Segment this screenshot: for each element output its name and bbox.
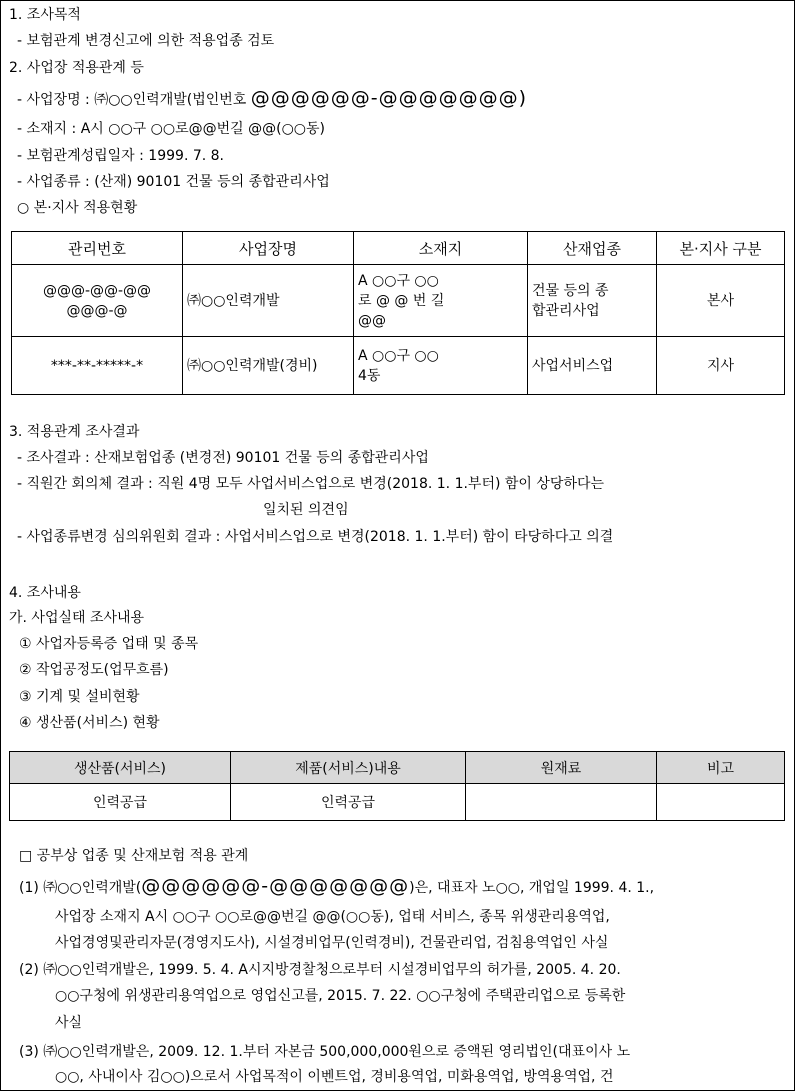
committee-result-line: - 사업종류변경 심의위원회 결과 : 사업서비스업으로 변경(2018. 1. 1.부터) 함이 타당하다고 의결: [17, 529, 614, 545]
staff-meeting-line-cont: 일치된 의견임: [263, 502, 349, 518]
product-cell: 인력공급: [10, 784, 231, 821]
survey-item: ② 작업공정도(업무흐름): [19, 662, 169, 678]
paragraph2-line3: 사실: [55, 1015, 83, 1031]
branch-status-heading: ○ 본·지사 적용현황: [17, 200, 138, 216]
section5-title: □ 공부상 업종 및 산재보험 적용 관계: [19, 848, 249, 864]
management-number-cell: ***-**-*****-*: [12, 337, 183, 395]
header-cell: 비고: [657, 752, 785, 784]
survey-item: ③ 기계 및 설비현황: [19, 689, 140, 705]
paragraph1-suffix: )은, 대표자 노○○, 개업일 1999. 4. 1.,: [409, 880, 655, 896]
section3-title: 3. 적용관계 조사결과: [9, 424, 140, 440]
header-cell: 원재료: [466, 752, 657, 784]
branch-table: [11, 231, 785, 395]
address-cell: A ○○구 ○○ 4동: [354, 337, 528, 395]
paragraph1-line2: 사업장 소재지 A시 ○○구 ○○로@@번길 @@(○○동), 업태 서비스, 종목 위생관리용역업,: [55, 909, 610, 925]
business-type-line: - 사업종류 : (산재) 90101 건물 등의 종합관리사업: [17, 174, 330, 190]
header-cell: 산재업종: [528, 232, 657, 265]
insurance-date-line: - 보험관계성립일자 : 1999. 7. 8.: [17, 148, 225, 164]
business-name-cell: ㈜○○인력개발(경비): [183, 337, 354, 395]
table-row: [12, 265, 785, 337]
management-number-cell: @@@-@@-@@ @@@-@: [12, 265, 183, 337]
business-name-label: - 사업장명 : ㈜○○인력개발(법인번호: [17, 92, 251, 108]
table-header-row: [12, 232, 785, 265]
section1-item: - 보험관계 변경신고에 의한 적용업종 검토: [17, 33, 275, 49]
table-row: [10, 784, 785, 821]
staff-meeting-line: - 직원간 회의체 결과 : 직원 4명 모두 사업서비스업으로 변경(2018. 1. 1.부터) 함이 상당하다는: [17, 476, 605, 492]
header-cell: 사업장명: [183, 232, 354, 265]
section1-title: 1. 조사목적: [9, 7, 81, 23]
industry-cell: 건물 등의 종 합관리사업: [528, 265, 657, 337]
header-cell: 제품(서비스)내용: [231, 752, 466, 784]
paragraph3-line2: ○○, 사내이사 김○○)으로서 사업목적이 이벤트업, 경비용역업, 미화용역업, 방역용역업, 건: [55, 1069, 614, 1085]
header-cell: 관리번호: [12, 232, 183, 265]
address-cell: A ○○구 ○○ 로 @ @ 번 길 @@: [354, 265, 528, 337]
survey-result-line: - 조사결과 : 산재보험업종 (변경전) 90101 건물 등의 종합관리사업: [17, 450, 429, 466]
paragraph1-prefix: (1) ㈜○○인력개발(: [19, 880, 142, 896]
branch-type-cell: 본사: [657, 265, 785, 337]
section4-subtitle: 가. 사업실태 조사내용: [9, 610, 145, 626]
header-cell: 소재지: [354, 232, 528, 265]
section4-title: 4. 조사내용: [9, 585, 81, 601]
raw-material-cell: [466, 784, 657, 821]
survey-item: ④ 생산품(서비스) 현황: [19, 715, 160, 731]
header-cell: 생산품(서비스): [10, 752, 231, 784]
remark-cell: [657, 784, 785, 821]
paragraph1-line1: [19, 876, 654, 896]
corp-number: @@@@@@-@@@@@@@): [250, 87, 528, 109]
corp-number: @@@@@@-@@@@@@@: [141, 875, 410, 897]
product-table: [9, 751, 785, 821]
industry-cell: 사업서비스업: [528, 337, 657, 395]
table-header-row: [10, 752, 785, 784]
paragraph2-line2: ○○구청에 위생관리용역업으로 영업신고를, 2015. 7. 22. ○○구청에 주택관리업으로 등록한: [55, 988, 626, 1004]
paragraph2-line1: (2) ㈜○○인력개발은, 1999. 5. 4. A시지방경찰청으로부터 시설경비업무의 허가를, 2005. 4. 20.: [19, 962, 621, 978]
business-name-line: [17, 88, 527, 108]
survey-item: ① 사업자등록증 업태 및 종목: [19, 636, 199, 652]
table-row: [12, 337, 785, 395]
paragraph1-line3: 사업경영및관리자문(경영지도사), 시설경비업무(인력경비), 건물관리업, 검침용역업인 사실: [55, 935, 609, 951]
product-content-cell: 인력공급: [231, 784, 466, 821]
header-cell: 본·지사 구분: [657, 232, 785, 265]
address-line: - 소재지 : A시 ○○구 ○○로@@번길 @@(○○동): [17, 121, 325, 137]
business-name-cell: ㈜○○인력개발: [183, 265, 354, 337]
branch-type-cell: 지사: [657, 337, 785, 395]
paragraph3-line1: (3) ㈜○○인력개발은, 2009. 12. 1.부터 자본금 500,000,000원으로 증액된 영리법인(대표이사 노: [19, 1044, 631, 1060]
section2-title: 2. 사업장 적용관계 등: [9, 60, 144, 76]
